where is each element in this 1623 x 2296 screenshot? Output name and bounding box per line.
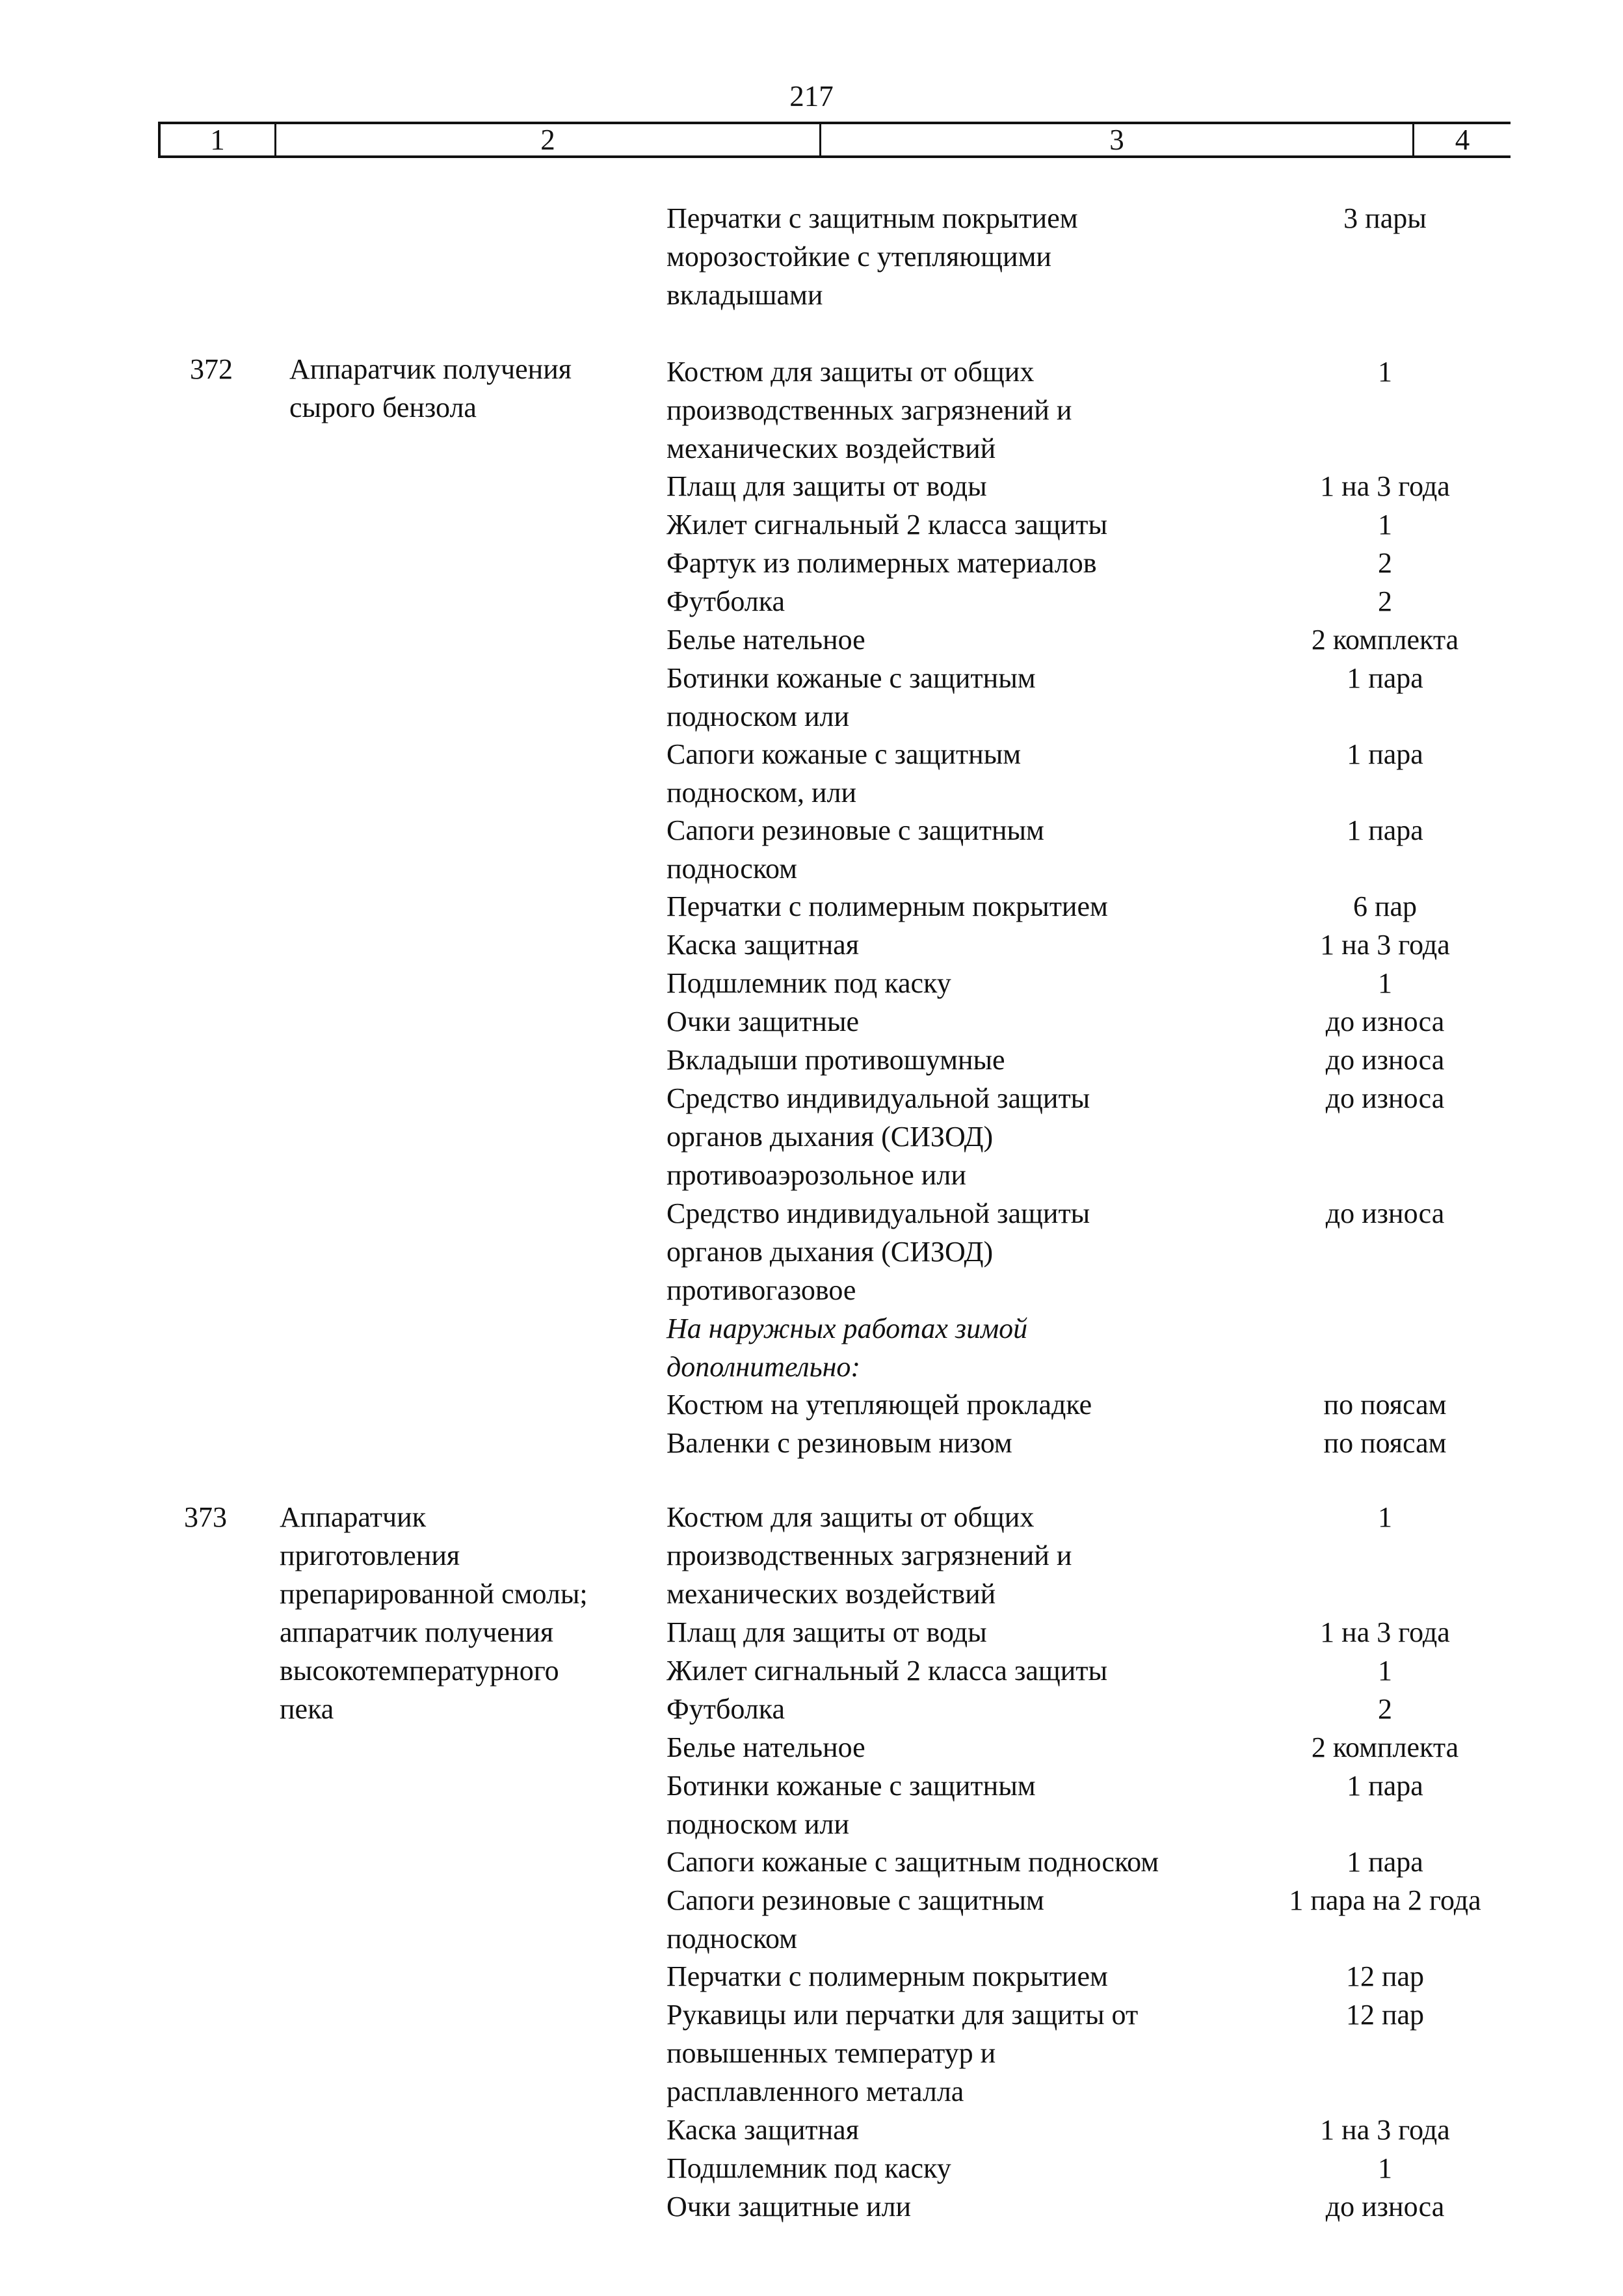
table-row-qty: 2 комплекта: [1311, 624, 1459, 656]
table-row-qty: 1: [1378, 1501, 1392, 1533]
section-note: На наружных работах зимой дополнительно:: [666, 1313, 1028, 1383]
table-row-item: Очки защитные: [666, 1006, 860, 1037]
table-row-qty: 2 комплекта: [1311, 1731, 1459, 1763]
entry-number: 372: [190, 353, 233, 385]
table-row-qty: до износа: [1325, 1082, 1445, 1114]
header-col-3: 3: [821, 124, 1414, 155]
table-row-item: Очки защитные или: [666, 2191, 912, 2223]
page-number: 217: [789, 80, 834, 113]
table-row-item: Перчатки с защитным покрытием морозостойкие с утепляющими вкладышами: [666, 202, 1078, 311]
table-row-qty: по поясам: [1323, 1427, 1447, 1459]
table-row-qty: 1 на 3 года: [1320, 1616, 1450, 1648]
table-row-item: Каска защитная: [666, 2114, 859, 2146]
table-row-qty: до износа: [1325, 1006, 1445, 1037]
table-row-qty: 1 пара: [1347, 814, 1423, 846]
header-col-4: 4: [1455, 124, 1470, 156]
table-row-item: Валенки с резиновым низом: [666, 1427, 1012, 1459]
table-row-item: Рукавицы или перчатки для защиты от повышенных температур и расплавленного металла: [666, 1999, 1139, 2107]
table-row-item: Белье нательное: [666, 1731, 865, 1763]
table-row-qty: 2: [1378, 585, 1392, 617]
table-row-qty: 1 пара на 2 года: [1289, 1884, 1481, 1916]
table-row-item: Сапоги резиновые с защитным подноском: [666, 814, 1044, 885]
table-row-qty: 1 пара: [1347, 738, 1423, 770]
table-row-item: Ботинки кожаные с защитным подноском или: [666, 1770, 1036, 1840]
table-row-item: Белье нательное: [666, 624, 865, 656]
table-row-item: Жилет сигнальный 2 класса защиты: [666, 509, 1108, 541]
table-row-item: Каска защитная: [666, 929, 859, 961]
table-header: [158, 122, 1511, 158]
table-row-qty: 1: [1378, 967, 1392, 999]
table-row-qty: 1: [1378, 509, 1392, 541]
table-row-qty: 1: [1378, 1655, 1392, 1687]
table-row-item: Средство индивидуальной защиты органов дыхания (СИЗОД) противогазовое: [666, 1197, 1090, 1306]
table-row-item: Подшлемник под каску: [666, 2152, 951, 2184]
table-row-qty: 1 пара: [1347, 1846, 1423, 1878]
table-row-item: Плащ для защиты от воды: [666, 470, 987, 502]
table-row-qty: 2: [1378, 1693, 1392, 1725]
header-col-2: 2: [276, 124, 821, 155]
table-row-item: Фартук из полимерных материалов: [666, 547, 1097, 579]
table-row-qty: 1 на 3 года: [1320, 470, 1450, 502]
table-row-qty: 1: [1378, 356, 1392, 388]
table-row-item: Футболка: [666, 585, 785, 617]
table-row-item: Жилет сигнальный 2 класса защиты: [666, 1655, 1108, 1687]
table-row-qty: 6 пар: [1352, 890, 1418, 922]
table-row-qty: 1 пара: [1347, 1770, 1423, 1802]
table-row-qty: 1 на 3 года: [1320, 929, 1450, 961]
header-col-1: 1: [158, 124, 276, 155]
table-row-qty: 1: [1378, 2152, 1392, 2184]
table-row-item: Ботинки кожаные с защитным подноском или: [666, 662, 1036, 732]
table-row-qty: 2: [1378, 547, 1392, 579]
table-row-item: Перчатки с полимерным покрытием: [666, 1960, 1108, 1992]
table-row-qty: 1 пара: [1347, 662, 1423, 694]
table-row-item: Средство индивидуальной защиты органов дыхания (СИЗОД) противоаэрозольное или: [666, 1082, 1090, 1191]
table-row-item: Футболка: [666, 1693, 785, 1725]
entry-number: 373: [184, 1501, 227, 1533]
table-row-item: Плащ для защиты от воды: [666, 1616, 987, 1648]
table-row-item: Вкладыши противошумные: [666, 1044, 1005, 1076]
table-row-qty: 12 пар: [1345, 1960, 1425, 1992]
table-row-qty: до износа: [1325, 1044, 1445, 1076]
table-row-item: Сапоги кожаные с защитным подноском: [666, 1846, 1159, 1878]
table-row-qty: 12 пар: [1345, 1999, 1425, 2031]
table-row-qty: до износа: [1325, 2191, 1445, 2223]
profession-name: Аппаратчик приготовления препарированной смолы; аппаратчик получения высокотемпературного пека: [280, 1501, 588, 1725]
table-row-item: Костюм для защиты от общих производственных загрязнений и механических воздействий: [666, 1501, 1072, 1610]
table-row-item: Сапоги кожаные с защитным подноском, или: [666, 738, 1022, 808]
table-row-item: Костюм для защиты от общих производственных загрязнений и механических воздействий: [666, 356, 1072, 464]
table-row-qty: по поясам: [1323, 1389, 1447, 1421]
table-row-item: Сапоги резиновые с защитным подноском: [666, 1884, 1044, 1955]
table-row-qty: 3 пары: [1343, 202, 1427, 234]
table-row-item: Подшлемник под каску: [666, 967, 951, 999]
table-row-item: Костюм на утепляющей прокладке: [666, 1389, 1092, 1421]
table-row-qty: 1 на 3 года: [1320, 2114, 1450, 2146]
profession-name: Аппаратчик получения сырого бензола: [289, 353, 572, 423]
table-row-qty: до износа: [1325, 1197, 1445, 1229]
table-row-item: Перчатки с полимерным покрытием: [666, 890, 1108, 922]
